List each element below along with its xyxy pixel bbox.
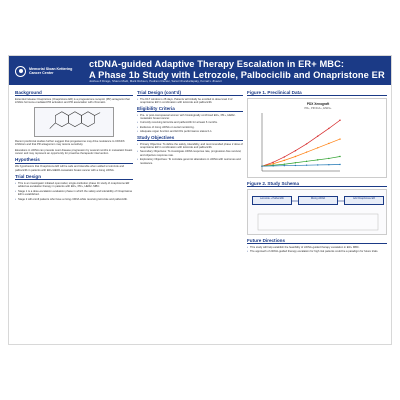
figure-1-heading: Figure 1. Preclinical Data: [247, 90, 387, 96]
objectives-heading: Study Objectives: [137, 135, 243, 141]
chart-svg: [248, 99, 388, 179]
logo-line-1: Memorial Sloan Kettering: [29, 66, 73, 71]
logo-mark-icon: [15, 66, 26, 77]
data-point: [295, 156, 296, 157]
list-item: • Evidence of rising ctDNA on serial monitoring.: [137, 126, 243, 129]
data-point: [295, 150, 296, 151]
trial-design-list: [15, 182, 133, 201]
data-point: [339, 164, 340, 165]
data-point: [272, 165, 273, 166]
chart-title: PDX Xenograft: [306, 101, 330, 106]
chart-lines: [261, 119, 340, 166]
chart-subtitle: PR+, PIK3CA+, ESR1+: [304, 106, 332, 110]
data-point: [339, 138, 340, 139]
schema-box-2: Rising ctDNA: [298, 196, 338, 205]
data-point: [272, 163, 273, 164]
data-point: [306, 161, 307, 162]
data-point: [272, 162, 273, 163]
data-point: [328, 143, 329, 144]
title-line-2: A Phase 1b Study with Letrozole, Palbociclib and Onapristone ER: [89, 69, 385, 80]
schema-arrows: [248, 190, 388, 236]
data-point: [317, 164, 318, 165]
list-item: • The DLT window is 28 days. Patients will initially be enrolled to dose level 0 of onapristone ER in combination with letrozole and palbociclib.: [137, 98, 243, 105]
list-item: • Primary Objective: To define the safety, tolerability, and recommended phase 2 dose of onapristone ER in combination with letrozole and palbociclib.: [137, 143, 243, 150]
data-point: [284, 160, 285, 161]
eligibility-heading: Eligibility Criteria: [137, 106, 243, 112]
poster: [8, 55, 392, 345]
hypothesis-text: We hypothesize that Onapristone ER will be safe and tolerable when added to letrozole and palbociclib in patients with ER+/HER2-metastatic breast cancer with a rising ctDNA.: [15, 165, 125, 172]
title-banner: [9, 56, 392, 85]
title-line-1: ctDNA-guided Adaptive Therapy Escalation in ER+ MBC:: [89, 59, 345, 69]
column-left: [15, 90, 133, 202]
study-schema: [247, 189, 387, 235]
data-point: [339, 119, 340, 120]
objectives-list: [137, 143, 243, 165]
list-item: • Exploratory Objectives: To correlate genomic alterations in ctDNA with outcomes and resistance.: [137, 158, 243, 165]
list-item: • This study will help establish the feasibility of ctDNA-guided therapy escalation in ER+ MBC.: [247, 246, 387, 249]
background-text-3: Elevations in ctDNA can precede overt disease progression by several months in metastatic breast cancer and may represent an opportunity for proactive therapeutic intervention.: [15, 148, 133, 155]
column-right: [247, 90, 387, 255]
data-point: [306, 143, 307, 144]
data-point: [317, 135, 318, 136]
data-point: [339, 156, 340, 157]
data-point: [295, 165, 296, 166]
trial-design-cont-heading: Trial Design (cont'd): [137, 90, 243, 96]
schema-box-1: Letrozole + Palbociclib: [252, 196, 292, 205]
data-point: [284, 156, 285, 157]
logo-line-2: Cancer Center: [29, 71, 54, 75]
poster-title: [89, 59, 389, 80]
column-middle: [137, 90, 243, 166]
data-point: [295, 162, 296, 163]
background-text-2: Recent preclinical studies further suggest that progesterone may drive resistance to CDK4/6 inhibitors and that PR antagonism may restore sensitivity.: [15, 139, 125, 147]
background-text-1: Extended release Onapristone (Onapristone ER) is a progesterone receptor (PR) antagonist that inhibits hormone-mediated PR activation and PR association with chromatin.: [15, 97, 130, 105]
background-heading: Background: [15, 90, 133, 96]
data-point: [261, 165, 262, 166]
list-item: • Currently receiving letrozole and palbociclib for at least 6 months.: [137, 121, 243, 124]
list-item: • Stage 1 is a dose-escalation evaluation phase in which the safety and tolerability of Onapristone ER is established.: [15, 190, 133, 197]
list-item: • Secondary Objectives: To investigate ctDNA response rate, progression-free survival, and objective response rate.: [137, 150, 243, 157]
preclinical-chart: [247, 98, 387, 178]
data-point: [328, 128, 329, 129]
data-point: [284, 163, 285, 164]
data-point: [328, 158, 329, 159]
molecule-structure-image: [34, 107, 114, 137]
schema-box-3: Add Onapristone ER: [344, 196, 384, 205]
trial-design-heading: Trial Design: [15, 174, 133, 180]
future-list: [247, 246, 387, 254]
list-item: • This is an investigator initiated open-label, single-institution phase 1b study of onapristone ER added as escalation therapy in patients with ER+, PR+, HER2- MBC.: [15, 182, 133, 189]
future-directions-heading: Future Directions: [247, 238, 387, 244]
hypothesis-heading: Hypothesis: [15, 157, 133, 163]
institution-logo: [15, 63, 77, 79]
list-item: • Pre- or post-menopausal women with histologically confirmed ER+, PR+, HER2- metastatic breast cancer.: [137, 114, 243, 121]
data-point: [317, 159, 318, 160]
list-item: • Adequate organ function and ECOG performance status 0-1.: [137, 130, 243, 133]
data-point: [306, 151, 307, 152]
data-point: [317, 147, 318, 148]
data-point: [284, 165, 285, 166]
data-point: [328, 164, 329, 165]
trial-design-cont-list: [137, 98, 243, 105]
schema-timeline-box: [258, 214, 378, 230]
figure-2-heading: Figure 2. Study Schema: [247, 181, 387, 187]
list-item: • The approach of ctDNA-guided therapy escalation for high risk patients could be a paradigm for future trials.: [247, 250, 387, 253]
eligibility-list: [137, 114, 243, 134]
data-point: [306, 164, 307, 165]
authors: Joshua Z Drago, Shanu Modi, Mark Robson, Pedram Razavi, Sarat Chandarlapaty, Komal L Jhaveri: [89, 79, 222, 83]
list-item: • Stage 2 will enroll patients who have a rising ctDNA while receiving letrozole and palbociclib.: [15, 198, 133, 201]
